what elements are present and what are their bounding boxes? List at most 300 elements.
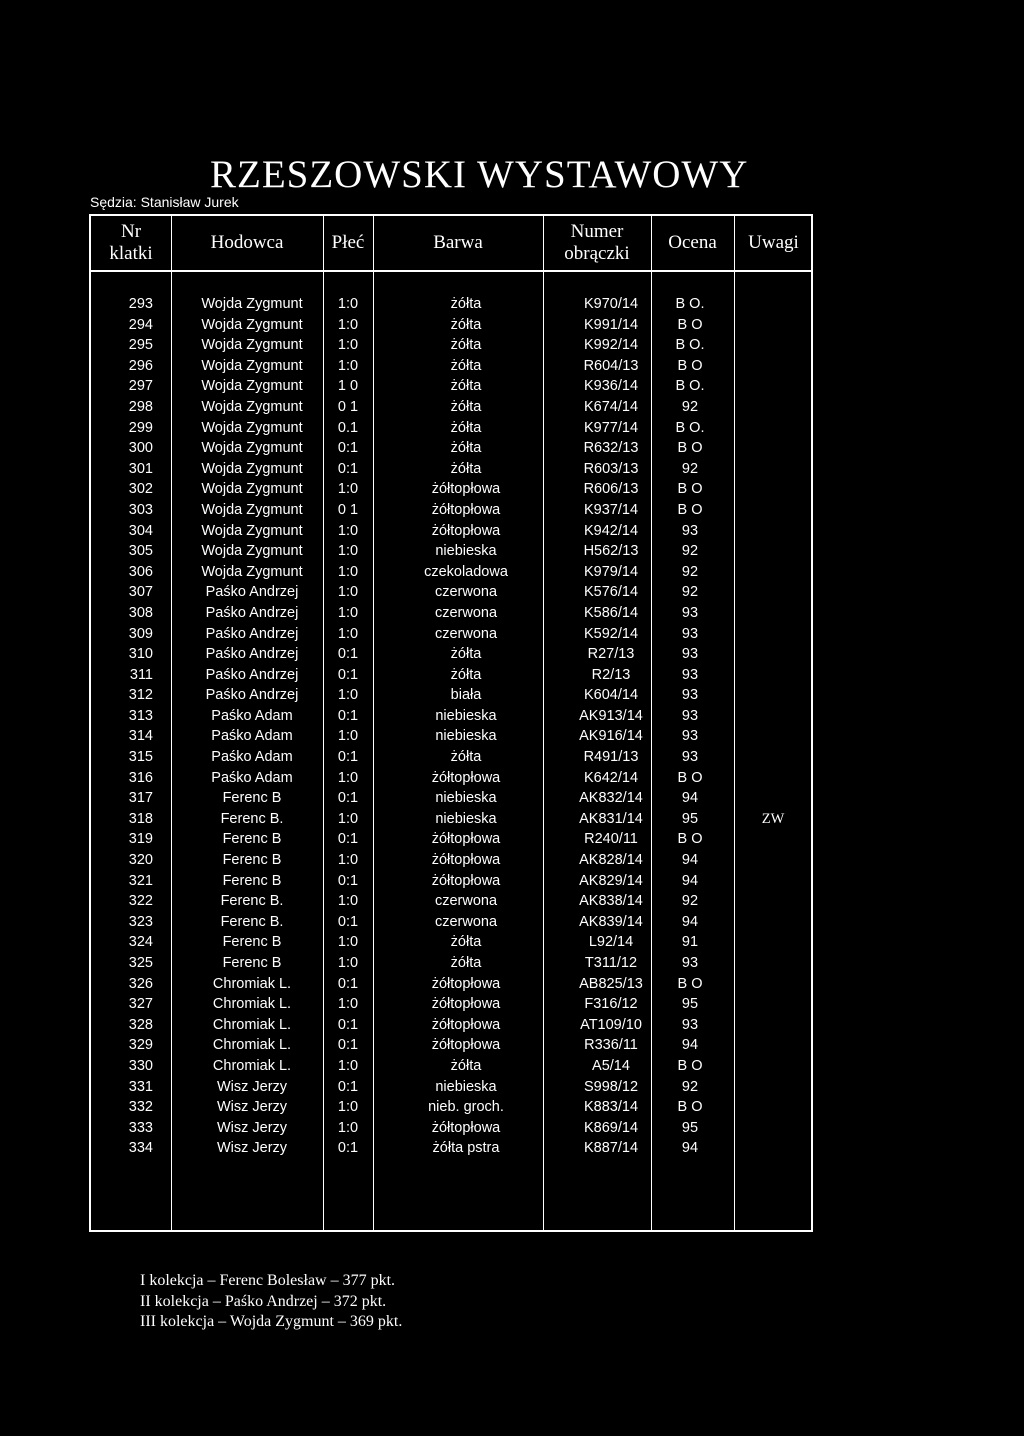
cell-nr-klatki: 308 [128,604,153,621]
cell-hodowca: Wojda Zygmunt [201,460,303,477]
cell-ocena: 93 [681,749,699,766]
cell-plec: 0 1 [337,501,359,518]
header-hodowca: Hodowca [210,232,284,253]
cell-plec: 1:0 [337,604,359,621]
cell-ocena: 94 [681,852,699,869]
cell-ocena: B O [677,357,703,374]
cell-hodowca: Ferenc B. [220,893,284,910]
cell-nr-klatki: 333 [128,1119,153,1136]
table-row [91,624,811,645]
cell-plec: 1:0 [337,728,359,745]
cell-nr-klatki: 314 [128,728,153,745]
table-row [91,788,811,809]
cell-numer-obraczki: R27/13 [587,646,635,663]
cell-nr-klatki: 330 [128,1057,153,1074]
cell-barwa: czerwona [434,584,498,601]
cell-hodowca: Wisz Jerzy [216,1078,288,1095]
cell-nr-klatki: 299 [128,419,153,436]
cell-hodowca: Paśko Adam [211,749,293,766]
cell-hodowca: Wisz Jerzy [216,1140,288,1157]
cell-barwa: żółtopłowa [431,1037,501,1054]
table-row [91,315,811,336]
cell-barwa: żółta [450,934,482,951]
cell-plec: 1:0 [337,1119,359,1136]
cell-ocena: 92 [681,563,699,580]
table-row [91,1035,811,1056]
table-row [91,582,811,603]
cell-nr-klatki: 301 [128,460,153,477]
cell-barwa: żółtopłowa [431,996,501,1013]
cell-barwa: niebieska [435,707,497,724]
cell-hodowca: Wojda Zygmunt [201,296,303,312]
table-row [91,376,811,397]
cell-hodowca: Wojda Zygmunt [201,522,303,539]
cell-numer-obraczki: K576/14 [583,584,639,601]
cell-numer-obraczki: K936/14 [583,378,639,395]
table-row [91,891,811,912]
cell-numer-obraczki: K977/14 [583,419,639,436]
cell-barwa: żółta [450,296,482,312]
cell-hodowca: Wisz Jerzy [216,1119,288,1136]
cell-plec: 0:1 [337,460,359,477]
cell-nr-klatki: 334 [128,1140,153,1157]
cell-numer-obraczki: R606/13 [583,481,639,498]
cell-barwa: czekoladowa [424,563,508,580]
table-row [91,644,811,665]
cell-nr-klatki: 321 [128,872,153,889]
table-row [91,974,811,995]
cell-hodowca: Chromiak L. [212,1037,292,1054]
cell-ocena: B O. [675,378,705,395]
results-table [89,214,813,1232]
cell-plec: 0 1 [337,398,359,415]
cell-hodowca: Wojda Zygmunt [201,357,303,374]
cell-ocena: 95 [681,1119,699,1136]
cell-barwa: żółta [450,749,482,766]
cell-plec: 0.1 [337,419,359,436]
table-row [91,706,811,727]
table-row [91,521,811,542]
cell-hodowca: Paśko Adam [211,707,293,724]
cell-plec: 1:0 [337,481,359,498]
cell-numer-obraczki: K592/14 [583,625,639,642]
cell-ocena: B O. [675,296,705,312]
cell-barwa: żółta [450,646,482,663]
cell-plec: 0:1 [337,749,359,766]
cell-nr-klatki: 303 [128,501,153,518]
cell-numer-obraczki: R604/13 [583,357,639,374]
cell-barwa: żółta [450,337,482,354]
cell-hodowca: Chromiak L. [212,996,292,1013]
cell-hodowca: Chromiak L. [212,1057,292,1074]
cell-plec: 1:0 [337,584,359,601]
cell-plec: 1:0 [337,337,359,354]
cell-ocena: B O. [675,337,705,354]
cell-numer-obraczki: AT109/10 [580,1016,642,1033]
cell-plec: 0:1 [337,1078,359,1095]
cell-barwa: żółta [450,316,482,333]
cell-plec: 1:0 [337,955,359,971]
cell-hodowca: Wojda Zygmunt [201,481,303,498]
cell-nr-klatki: 319 [128,831,153,848]
cell-hodowca: Wojda Zygmunt [201,337,303,354]
cell-nr-klatki: 295 [128,337,153,354]
page-title: RZESZOWSKI WYSTAWOWY [210,153,749,196]
cell-nr-klatki: 293 [128,296,153,312]
table-row [91,1118,811,1139]
table-row [91,932,811,953]
cell-ocena: 92 [681,1078,699,1095]
cell-ocena: B O [677,1099,703,1116]
cell-nr-klatki: 309 [128,625,153,642]
cell-hodowca: Ferenc B [222,872,282,889]
table-row [91,1138,811,1159]
cell-plec: 0:1 [337,1037,359,1054]
cell-ocena: B O [677,316,703,333]
table-row [91,809,811,830]
cell-plec: 1:0 [337,687,359,704]
cell-nr-klatki: 323 [128,913,153,930]
cell-numer-obraczki: K887/14 [583,1140,639,1157]
cell-barwa: żółta [450,357,482,374]
cell-nr-klatki: 297 [128,378,153,395]
cell-plec: 0:1 [337,913,359,930]
table-row [91,850,811,871]
header-barwa: Barwa [433,232,483,253]
cell-nr-klatki: 316 [128,769,153,786]
cell-ocena: B O. [675,419,705,436]
table-row [91,726,811,747]
table-row [91,871,811,892]
cell-nr-klatki: 329 [128,1037,153,1054]
collection-line-2: II kolekcja – Paśko Andrzej – 372 pkt. [140,1292,387,1310]
cell-ocena: 93 [681,604,699,621]
cell-ocena: B O [677,440,703,457]
table-row [91,1097,811,1118]
cell-numer-obraczki: T311/12 [584,955,638,971]
cell-ocena: 94 [681,913,699,930]
cell-numer-obraczki: K942/14 [583,522,639,539]
cell-barwa: żółta [450,440,482,457]
cell-nr-klatki: 320 [128,852,153,869]
cell-ocena: 92 [681,584,699,601]
cell-plec: 0:1 [337,975,359,992]
cell-numer-obraczki: R336/11 [584,1037,638,1054]
cell-nr-klatki: 322 [128,893,153,910]
cell-nr-klatki: 328 [128,1016,153,1033]
cell-hodowca: Paśko Andrzej [205,625,299,642]
table-row [91,603,811,624]
cell-hodowca: Paśko Andrzej [205,584,299,601]
cell-numer-obraczki: AK839/14 [579,913,643,930]
cell-hodowca: Ferenc B [222,955,282,971]
cell-barwa: żółta [450,460,482,477]
cell-ocena: 93 [681,666,699,683]
cell-plec: 1:0 [337,810,359,827]
cell-nr-klatki: 306 [128,563,153,580]
cell-nr-klatki: 327 [128,996,153,1013]
cell-ocena: 92 [681,398,699,415]
table-row [91,665,811,686]
cell-plec: 1:0 [337,543,359,560]
cell-ocena: B O [677,501,703,518]
cell-plec: 0:1 [337,646,359,663]
cell-ocena: 93 [681,728,699,745]
cell-nr-klatki: 317 [128,790,153,807]
table-row [91,418,811,439]
table-row [91,459,811,480]
cell-barwa: żółta [450,1057,482,1074]
cell-plec: 0:1 [337,790,359,807]
cell-plec: 0:1 [337,440,359,457]
table-row [91,1056,811,1077]
cell-nr-klatki: 326 [128,975,153,992]
cell-numer-obraczki: K991/14 [583,316,639,333]
cell-plec: 0:1 [337,707,359,724]
cell-nr-klatki: 325 [128,955,153,971]
cell-barwa: żółtopłowa [431,501,501,518]
cell-ocena: 93 [681,707,699,724]
cell-barwa: czerwona [434,893,498,910]
cell-ocena: 93 [681,646,699,663]
cell-barwa: żółtopłowa [431,831,501,848]
cell-nr-klatki: 304 [128,522,153,539]
collection-line-1: I kolekcja – Ferenc Bolesław – 377 pkt. [140,1272,396,1289]
cell-hodowca: Paśko Andrzej [205,604,299,621]
table-row [91,500,811,521]
cell-barwa: żółtopłowa [431,872,501,889]
header-ocena: Ocena [668,232,717,253]
cell-barwa: żółta [450,398,482,415]
cell-barwa: żółtopłowa [431,852,501,869]
cell-numer-obraczki: K604/14 [583,687,639,704]
cell-hodowca: Wojda Zygmunt [201,563,303,580]
cell-hodowca: Paśko Adam [211,769,293,786]
cell-numer-obraczki: L92/14 [588,934,634,951]
cell-nr-klatki: 305 [128,543,153,560]
cell-hodowca: Wojda Zygmunt [201,398,303,415]
cell-plec: 1:0 [337,996,359,1013]
cell-nr-klatki: 324 [128,934,153,951]
cell-plec: 1 0 [337,378,359,395]
judge-label: Sędzia: Stanisław Jurek [90,194,239,210]
cell-numer-obraczki: R2/13 [591,666,631,683]
cell-nr-klatki: 310 [128,646,153,663]
cell-numer-obraczki: AK913/14 [579,707,643,724]
cell-numer-obraczki: K674/14 [583,398,639,415]
header-uwagi: Uwagi [748,232,799,253]
cell-nr-klatki: 307 [128,584,153,601]
cell-numer-obraczki: AK828/14 [579,852,643,869]
cell-hodowca: Wojda Zygmunt [201,501,303,518]
table-row [91,294,811,315]
cell-barwa: żółta [450,666,482,683]
cell-numer-obraczki: AK831/14 [579,810,643,827]
cell-numer-obraczki: A5/14 [592,1057,630,1074]
cell-barwa: czerwona [434,604,498,621]
cell-ocena: 92 [681,543,699,560]
cell-hodowca: Wojda Zygmunt [201,419,303,436]
table-row [91,541,811,562]
table-row [91,335,811,356]
cell-nr-klatki: 311 [129,666,153,683]
cell-hodowca: Ferenc B [222,790,282,807]
cell-ocena: 91 [681,934,699,951]
cell-hodowca: Wisz Jerzy [216,1099,288,1116]
cell-barwa: żółtopłowa [431,1119,501,1136]
cell-ocena: B O [677,1057,703,1074]
table-row [91,356,811,377]
cell-barwa: niebieska [435,543,497,560]
cell-hodowca: Ferenc B. [220,810,284,827]
collection-summary [140,1271,402,1333]
table-body [91,294,811,1159]
cell-barwa: żółtopłowa [431,481,501,498]
cell-numer-obraczki: AK838/14 [579,893,643,910]
cell-hodowca: Paśko Andrzej [205,666,299,683]
cell-plec: 1:0 [337,1099,359,1116]
cell-ocena: 93 [681,1016,699,1033]
cell-hodowca: Chromiak L. [212,975,292,992]
cell-barwa: żółta [450,378,482,395]
cell-numer-obraczki: K642/14 [583,769,639,786]
cell-plec: 1:0 [337,934,359,951]
table-row [91,397,811,418]
cell-plec: 0:1 [337,1140,359,1157]
table-row [91,829,811,850]
cell-plec: 1:0 [337,522,359,539]
collection-line-3: III kolekcja – Wojda Zygmunt – 369 pkt. [140,1313,403,1330]
cell-nr-klatki: 296 [128,357,153,374]
cell-nr-klatki: 315 [128,749,153,766]
cell-nr-klatki: 318 [128,810,153,827]
cell-ocena: 94 [681,1037,699,1054]
cell-numer-obraczki: F316/12 [584,996,638,1013]
cell-hodowca: Wojda Zygmunt [201,543,303,560]
cell-plec: 0:1 [337,666,359,683]
cell-nr-klatki: 312 [128,687,153,704]
cell-numer-obraczki: S998/12 [583,1078,639,1095]
cell-barwa: żółtopłowa [431,769,501,786]
cell-ocena: 93 [681,522,699,539]
cell-nr-klatki: 332 [128,1099,153,1116]
cell-hodowca: Wojda Zygmunt [201,316,303,333]
cell-ocena: B O [677,481,703,498]
cell-barwa: nieb. groch. [428,1099,504,1116]
cell-nr-klatki: 313 [128,707,153,724]
cell-hodowca: Paśko Andrzej [205,687,299,704]
cell-nr-klatki: 331 [128,1078,153,1095]
header-nr-klatki: Nr klatki [109,221,153,264]
cell-ocena: 92 [681,893,699,910]
cell-ocena: 94 [681,872,699,889]
table-row [91,685,811,706]
cell-barwa: żółta [450,955,482,971]
cell-plec: 1:0 [337,296,359,312]
cell-barwa: biała [450,687,482,704]
table-row [91,1015,811,1036]
cell-numer-obraczki: H562/13 [583,543,639,560]
cell-ocena: B O [677,975,703,992]
cell-ocena: 95 [681,996,699,1013]
cell-ocena: 93 [681,687,699,704]
cell-nr-klatki: 298 [128,398,153,415]
cell-plec: 0:1 [337,872,359,889]
cell-barwa: żółtopłowa [431,975,501,992]
cell-plec: 1:0 [337,769,359,786]
cell-barwa: niebieska [435,728,497,745]
cell-ocena: B O [677,831,703,848]
cell-numer-obraczki: K970/14 [583,296,639,312]
cell-numer-obraczki: R491/13 [583,749,639,766]
table-row [91,747,811,768]
cell-plec: 1:0 [337,893,359,910]
cell-numer-obraczki: K883/14 [583,1099,639,1116]
cell-numer-obraczki: K992/14 [583,337,639,354]
cell-hodowca: Ferenc B [222,852,282,869]
cell-barwa: żółtopłowa [431,1016,501,1033]
cell-ocena: 94 [681,790,699,807]
cell-barwa: niebieska [435,790,497,807]
cell-barwa: czerwona [434,625,498,642]
cell-barwa: żółtopłowa [431,522,501,539]
cell-ocena: 94 [681,1140,699,1157]
table-row [91,562,811,583]
cell-ocena: B O [677,769,703,786]
cell-nr-klatki: 302 [128,481,153,498]
cell-hodowca: Wojda Zygmunt [201,440,303,457]
cell-numer-obraczki: R603/13 [583,460,639,477]
cell-numer-obraczki: R240/11 [584,831,638,848]
cell-plec: 1:0 [337,357,359,374]
header-divider [91,270,811,272]
cell-plec: 1:0 [337,852,359,869]
cell-hodowca: Wojda Zygmunt [201,378,303,395]
cell-ocena: 93 [681,625,699,642]
cell-plec: 1:0 [337,316,359,333]
cell-barwa: żółta pstra [432,1140,500,1157]
cell-numer-obraczki: AK916/14 [579,728,643,745]
table-row [91,438,811,459]
cell-numer-obraczki: K979/14 [583,563,639,580]
cell-hodowca: Paśko Adam [211,728,293,745]
cell-numer-obraczki: K869/14 [583,1119,639,1136]
table-row [91,768,811,789]
cell-ocena: 95 [681,810,699,827]
cell-uwagi: ZW [761,810,785,827]
cell-hodowca: Chromiak L. [212,1016,292,1033]
cell-numer-obraczki: R632/13 [583,440,639,457]
table-row [91,912,811,933]
cell-plec: 1:0 [337,1057,359,1074]
cell-numer-obraczki: K937/14 [583,501,639,518]
cell-ocena: 92 [681,460,699,477]
cell-numer-obraczki: AK832/14 [579,790,643,807]
cell-hodowca: Ferenc B [222,934,282,951]
cell-numer-obraczki: K586/14 [583,604,639,621]
cell-barwa: niebieska [435,810,497,827]
cell-nr-klatki: 294 [128,316,153,333]
table-row [91,953,811,974]
cell-hodowca: Ferenc B. [220,913,284,930]
header-numer-obraczki: Numer obrączki [564,221,630,264]
cell-nr-klatki: 300 [128,440,153,457]
cell-numer-obraczki: AK829/14 [579,872,643,889]
cell-barwa: żółta [450,419,482,436]
table-row [91,479,811,500]
cell-barwa: niebieska [435,1078,497,1095]
cell-plec: 0:1 [337,1016,359,1033]
